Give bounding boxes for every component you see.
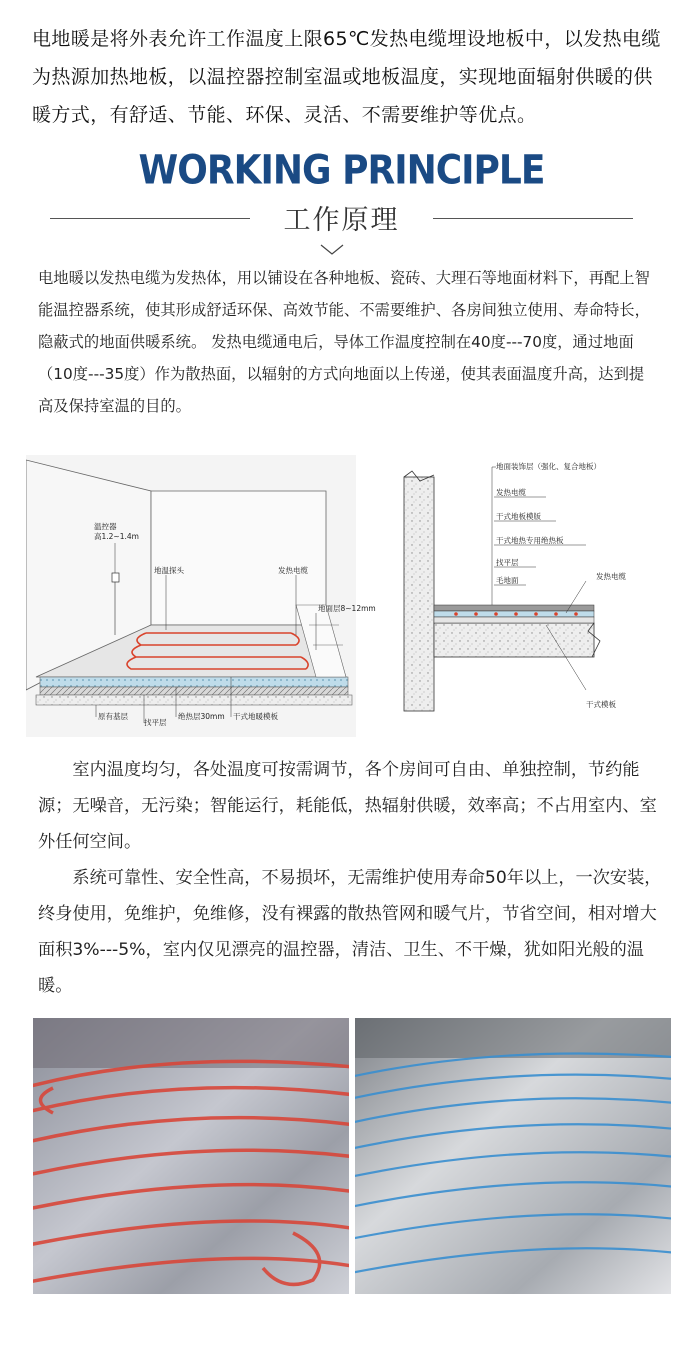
- intro-paragraph: 电地暖是将外表允许工作温度上限65℃发热电缆埋设地板中，以发热电缆为热源加热地板，以温控器控制室温或地板温度，实现地面辐射供暖的供暖方式，有舒适、节能、环保、灵活、不需要维护等优点。: [32, 28, 661, 126]
- heating-diagram: [26, 455, 658, 737]
- chevron-down-icon: [320, 244, 344, 256]
- probe-label: 地温探头: [154, 566, 184, 575]
- benefits-paragraph: 系统可靠性、安全性高，不易损坏，无需维护使用寿命50年以上，一次安装，终身使用，免维护，免维修，没有裸露的散热管网和暖气片，节省空间，相对增大面积3%---5%，室内仅见漂亮的温控器，清洁、卫生、不干燥，犹如阳光般的温暖。: [38, 868, 662, 996]
- insulation-label: 绝热层30mm: [178, 712, 225, 721]
- layer-label-1: 发热电缆: [496, 488, 526, 497]
- thermostat-icon: [112, 573, 119, 582]
- section-title-en: WORKING PRINCIPLE: [138, 147, 545, 194]
- cable-label-left: 发热电缆: [278, 566, 308, 575]
- layer-label-5: 毛地面: [496, 576, 519, 585]
- principle-paragraph: 电地暖以发热电缆为发热体，用以铺设在各种地板、瓷砖、大理石等地面材料下，再配上智能温控器系统，使其形成舒适环保、高效节能、不需要维护、各房间独立使用、寿命特长，隐蔽式的地面供暖系统。 发热电缆通电后，导体工作温度控制在40度---70度，通过地面（10度---35度）作为散热面，以辐射的方式向地面以上传递，使其表面温度升高，达到提高及保持室温的目的。: [38, 269, 650, 415]
- section-subtitle-row: [50, 198, 633, 238]
- benefits-paragraph: 室内温度均匀，各处温度可按需调节，各个房间可自由、单独控制，节约能源；无噪音，无污染；智能运行，耗能低，热辐射供暖，效率高；不占用室内、室外任何空间。: [38, 760, 657, 852]
- cross-section-diagram: [378, 455, 658, 737]
- layer-label-3: 干式地热专用绝热板: [496, 536, 564, 545]
- photo-blue-cables: [355, 1018, 671, 1294]
- board-label-left: 干式地暖模板: [233, 712, 278, 721]
- thermostat-height-label: 高1.2~1.4m: [94, 532, 139, 541]
- board-label-right: 干式模板: [586, 700, 616, 709]
- section-title-cn: 工作原理: [283, 205, 400, 236]
- base-label: 原有基层: [98, 712, 128, 721]
- divider-right: [433, 218, 633, 219]
- layer-label-4: 找平层: [496, 558, 519, 567]
- layer-label-0: 地面装饰层（强化、复合地板）: [496, 462, 601, 471]
- benefits-text: [38, 752, 662, 1004]
- cable-label-right: 发热电缆: [596, 572, 626, 581]
- thermostat-label: 温控器: [94, 522, 117, 531]
- leveling-label: 找平层: [144, 718, 167, 727]
- room-diagram: [26, 455, 376, 737]
- layer-label-2: 干式地板模版: [496, 512, 541, 521]
- floor-layer-label: 地面层8~12mm: [318, 604, 376, 613]
- photo-red-cables: [33, 1018, 349, 1294]
